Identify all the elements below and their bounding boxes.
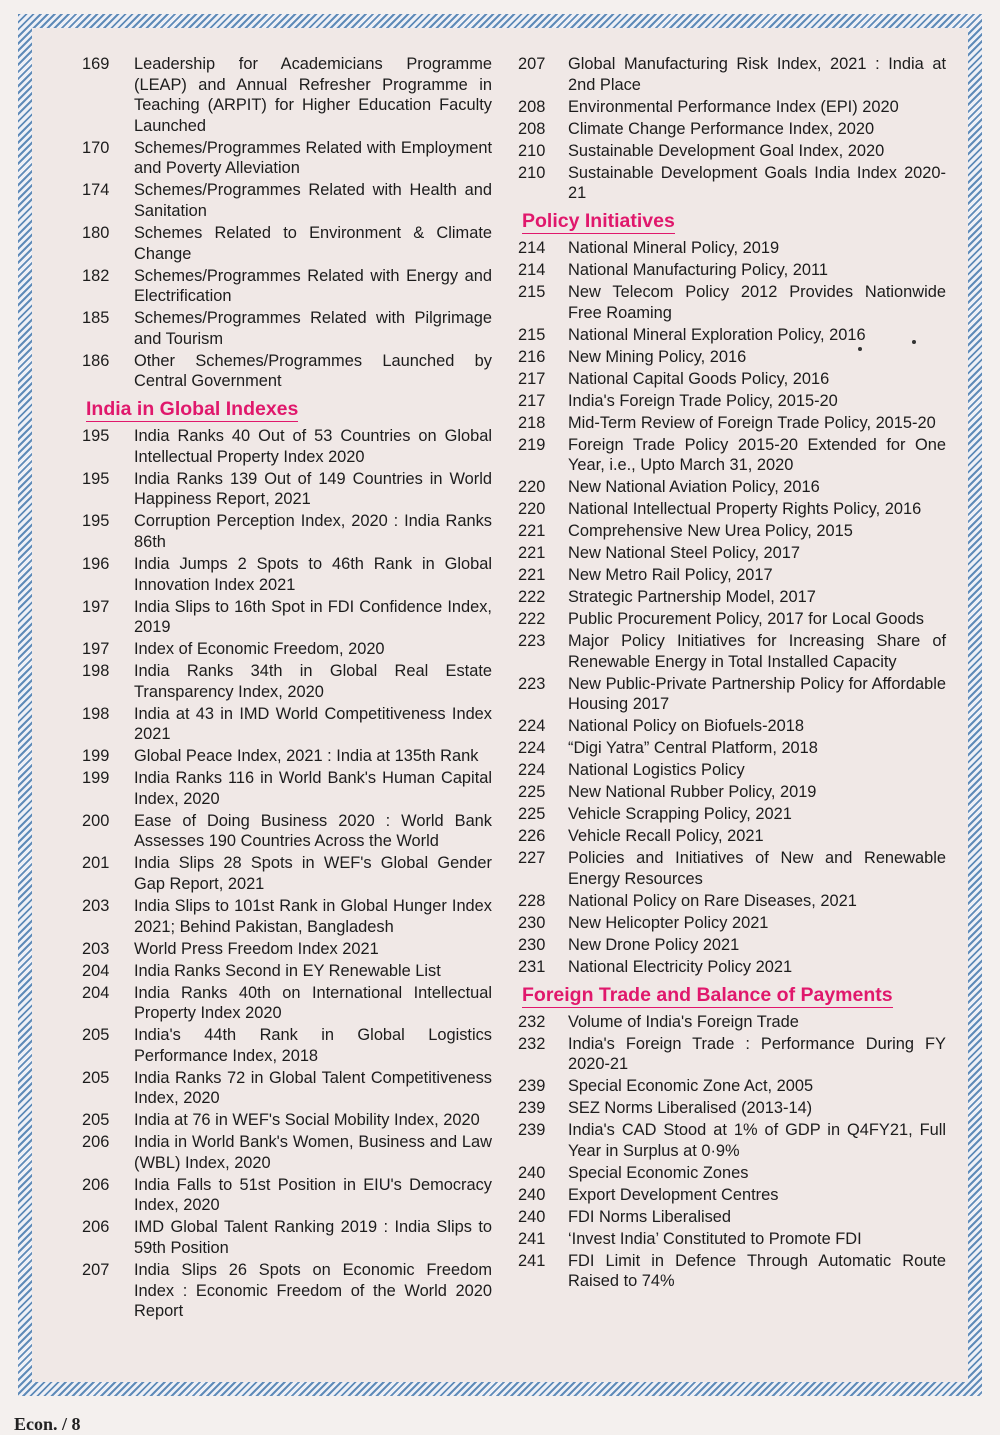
entry-title: Global Peace Index, 2021 : India at 135th Rank: [134, 747, 479, 766]
entry-title: New Public-Private Partnership Policy for Affordable Housing 2017: [568, 674, 946, 714]
toc-entry: [518, 1098, 946, 1119]
entry-title: Ease of Doing Business 2020 : World Bank Assesses 190 Countries Across the World: [134, 811, 492, 851]
toc-entry: [518, 760, 946, 781]
toc-entry: [518, 1012, 946, 1033]
page-number: 169: [82, 55, 110, 73]
toc-entry: [518, 1185, 946, 1206]
toc-entry: [82, 554, 492, 595]
entry-title: India Slips 26 Spots on Economic Freedom Index : Economic Freedom of the World 2020 Report: [134, 1260, 492, 1321]
page-number: 224: [518, 739, 546, 758]
entry-title: India Ranks 139 Out of 149 Countries in World Happiness Report, 2021: [134, 469, 492, 509]
page-number: 223: [518, 632, 546, 651]
page-number: 170: [82, 138, 110, 157]
toc-entry: [518, 913, 946, 934]
entry-title: Vehicle Scrapping Policy, 2021: [568, 805, 792, 824]
entry-title: New National Aviation Policy, 2016: [568, 478, 820, 497]
toc-entry: [82, 54, 492, 136]
toc-entry: [518, 238, 946, 259]
toc-entry: [518, 1229, 946, 1250]
page-number: 208: [518, 97, 546, 116]
toc-entry: [82, 1217, 492, 1258]
page-number: 232: [518, 1034, 546, 1053]
page-number: 217: [518, 369, 546, 388]
entry-title: National Manufacturing Policy, 2011: [568, 261, 828, 280]
toc-entry: [518, 97, 946, 118]
toc-entry: [82, 308, 492, 349]
entry-title: Policies and Initiatives of New and Renewable Energy Resources: [568, 849, 946, 888]
page-number: 225: [518, 805, 546, 824]
entry-title: National Mineral Exploration Policy, 2016: [568, 325, 866, 344]
page-number: 220: [518, 500, 546, 519]
page-number: 195: [82, 427, 110, 446]
page-number: 207: [82, 1260, 110, 1279]
page-number: 205: [82, 1026, 110, 1045]
entry-title: National Policy on Biofuels-2018: [568, 717, 804, 736]
entry-title: Strategic Partnership Model, 2017: [568, 588, 816, 607]
entry-title: India's Foreign Trade Policy, 2015-20: [568, 391, 838, 410]
page-number: 195: [82, 469, 110, 488]
toc-entry: [518, 891, 946, 912]
toc-entry: [82, 180, 492, 221]
entry-title: New National Steel Policy, 2017: [568, 544, 801, 563]
entry-title: Schemes/Programmes Related with Energy and Electrification: [134, 266, 492, 306]
toc-entry: [82, 223, 492, 264]
page-number: 221: [518, 522, 546, 541]
entry-title: National Intellectual Property Rights Policy, 2016: [568, 500, 922, 519]
toc-entry: [518, 1251, 946, 1292]
toc-entry: [518, 391, 946, 412]
toc-entry: [82, 597, 492, 638]
toc-entry: [82, 1025, 492, 1066]
toc-entry: [82, 266, 492, 307]
entry-title: New National Rubber Policy, 2019: [568, 783, 817, 802]
entry-title: New Helicopter Policy 2021: [568, 913, 769, 932]
toc-entry: [82, 511, 492, 552]
toc-entry: [518, 347, 946, 368]
toc-entry: [82, 896, 492, 937]
page-number: 205: [82, 1111, 110, 1130]
page-number: 241: [518, 1229, 546, 1248]
toc-entry: [82, 1132, 492, 1173]
toc-entry: [82, 661, 492, 702]
entry-title: World Press Freedom Index 2021: [134, 939, 379, 958]
page-number: 221: [518, 566, 546, 585]
toc-entry: [518, 674, 946, 715]
entry-title: Foreign Trade Policy 2015-20 Extended for One Year, i.e., Upto March 31, 2020: [568, 435, 946, 475]
page-number: 206: [82, 1133, 110, 1152]
toc-entry: [518, 435, 946, 476]
toc-entry: [82, 639, 492, 660]
page-number: 197: [82, 640, 110, 659]
entry-title: Mid-Term Review of Foreign Trade Policy, 2015-20: [568, 413, 936, 432]
entry-title: National Electricity Policy 2021: [568, 957, 793, 976]
entry-title: Global Manufacturing Risk Index, 2021 : India at 2nd Place: [568, 55, 946, 94]
toc-entry: [518, 1207, 946, 1228]
toc-entry: [518, 716, 946, 737]
entry-title: Volume of India's Foreign Trade: [568, 1012, 799, 1031]
toc-entry: [518, 499, 946, 520]
page-number: 201: [82, 854, 110, 873]
entry-title: National Mineral Policy, 2019: [568, 239, 780, 258]
page-number: 239: [518, 1077, 546, 1096]
entry-title: India Ranks 40th on International Intellectual Property Index 2020: [134, 983, 492, 1023]
toc-entry: [82, 469, 492, 510]
toc-entry: [518, 738, 946, 759]
toc-entry: [82, 746, 492, 767]
page-number: 221: [518, 544, 546, 563]
page-number: 210: [518, 141, 546, 160]
page-number: 207: [518, 55, 546, 73]
toc-entry: [518, 413, 946, 434]
toc-entry: [82, 704, 492, 745]
toc-entry: [518, 609, 946, 630]
entry-title: Special Economic Zone Act, 2005: [568, 1077, 814, 1096]
toc-entry: [518, 957, 946, 978]
page-number: 215: [518, 283, 546, 302]
toc-entry: [518, 477, 946, 498]
page-number: 195: [82, 512, 110, 531]
entry-title: Schemes/Programmes Related with Employment and Poverty Alleviation: [134, 138, 492, 178]
toc-entry: [518, 543, 946, 564]
page-number: 215: [518, 325, 546, 344]
entry-title: India's CAD Stood at 1% of GDP in Q4FY21, Full Year in Surplus at 0·9%: [568, 1121, 946, 1160]
page-number: 216: [518, 347, 546, 366]
entry-title: Schemes Related to Environment & Climate Change: [134, 223, 492, 263]
page-number: 196: [82, 554, 110, 573]
section-heading: Foreign Trade and Balance of Payments: [522, 983, 893, 1006]
entry-title: ‘Invest India’ Constituted to Promote FDI: [568, 1229, 862, 1248]
entry-title: India Ranks 116 in World Bank's Human Capital Index, 2020: [134, 769, 492, 808]
toc-entry: [518, 1034, 946, 1075]
entry-title: Environmental Performance Index (EPI) 2020: [568, 97, 899, 116]
entry-title: Public Procurement Policy, 2017 for Local Goods: [568, 610, 924, 629]
toc-entry: [82, 961, 492, 982]
toc-entry: [518, 282, 946, 323]
toc-entry: [518, 1076, 946, 1097]
entry-title: India Ranks 72 in Global Talent Competitiveness Index, 2020: [134, 1068, 492, 1108]
page-number: 206: [82, 1218, 110, 1237]
entry-title: Special Economic Zones: [568, 1163, 749, 1182]
entry-title: National Logistics Policy: [568, 761, 745, 780]
page-number: 220: [518, 478, 546, 497]
entry-title: India at 43 in IMD World Competitiveness Index 2021: [134, 704, 492, 744]
entry-title: Vehicle Recall Policy, 2021: [568, 827, 764, 846]
toc-entry: [82, 939, 492, 960]
page-number: 240: [518, 1207, 546, 1226]
page-number: 200: [82, 811, 110, 830]
page-number: 204: [82, 983, 110, 1002]
toc-entry: [82, 768, 492, 809]
entry-title: New Metro Rail Policy, 2017: [568, 566, 773, 585]
entry-title: Export Development Centres: [568, 1185, 779, 1204]
entry-title: IMD Global Talent Ranking 2019 : India Slips to 59th Position: [134, 1218, 492, 1257]
page-number: 198: [82, 662, 110, 681]
entry-title: India's 44th Rank in Global Logistics Performance Index, 2018: [134, 1026, 492, 1065]
toc-entry: [82, 853, 492, 894]
entry-title: Leadership for Academicians Programme (LEAP) and Annual Refresher Programme in Teaching (ARPIT) for Higher Education Faculty Launched: [134, 55, 492, 135]
page-number: 198: [82, 704, 110, 723]
entry-title: Other Schemes/Programmes Launched by Central Government: [134, 351, 492, 391]
toc-entry: [518, 521, 946, 542]
entry-title: India Jumps 2 Spots to 46th Rank in Global Innovation Index 2021: [134, 554, 492, 594]
page-number: 214: [518, 239, 546, 258]
page-number: 223: [518, 674, 546, 693]
entry-title: Major Policy Initiatives for Increasing Share of Renewable Energy in Total Installed Capacity: [568, 632, 946, 671]
toc-entry: [82, 1110, 492, 1131]
page-number: 185: [82, 309, 110, 328]
page-footer: Econ. / 8: [14, 1414, 81, 1434]
entry-title: Comprehensive New Urea Policy, 2015: [568, 522, 853, 541]
page-number: 222: [518, 610, 546, 629]
entry-title: FDI Limit in Defence Through Automatic Route Raised to 74%: [568, 1251, 946, 1291]
entry-title: Climate Change Performance Index, 2020: [568, 119, 875, 138]
page-number: 227: [518, 849, 546, 868]
right-column: [518, 54, 946, 1293]
toc-entry: [518, 804, 946, 825]
entry-title: “Digi Yatra” Central Platform, 2018: [568, 739, 818, 758]
page-number: 197: [82, 597, 110, 616]
entry-title: India Ranks 40 Out of 53 Countries on Global Intellectual Property Index 2020: [134, 427, 492, 466]
page-number: 214: [518, 261, 546, 280]
page-number: 240: [518, 1163, 546, 1182]
toc-entry: [82, 1068, 492, 1109]
toc-entry: [82, 138, 492, 179]
page-number: 230: [518, 935, 546, 954]
entry-title: Sustainable Development Goals India Index 2020-21: [568, 163, 946, 203]
page-number: 208: [518, 119, 546, 138]
entry-title: New Drone Policy 2021: [568, 935, 740, 954]
toc-entry: [82, 811, 492, 852]
entry-title: India Slips to 101st Rank in Global Hunger Index 2021; Behind Pakistan, Bangladesh: [134, 896, 492, 936]
page-number: 226: [518, 827, 546, 846]
entry-title: New Telecom Policy 2012 Provides Nationwide Free Roaming: [568, 283, 946, 322]
entry-title: India's Foreign Trade : Performance During FY 2020-21: [568, 1034, 946, 1074]
page-number: 205: [82, 1068, 110, 1087]
toc-entry: [518, 260, 946, 281]
page-number: 203: [82, 939, 110, 958]
print-speck: [858, 347, 862, 351]
left-column: [82, 54, 492, 1323]
toc-entry: [518, 587, 946, 608]
page-number: 239: [518, 1121, 546, 1140]
entry-title: Corruption Perception Index, 2020 : India Ranks 86th: [134, 512, 492, 551]
page-number: 199: [82, 747, 110, 766]
toc-entry: [518, 1163, 946, 1184]
page-number: 186: [82, 351, 110, 370]
page-number: 206: [82, 1175, 110, 1194]
toc-entry: [518, 325, 946, 346]
page-number: 203: [82, 896, 110, 915]
entry-title: Sustainable Development Goal Index, 2020: [568, 141, 885, 160]
page-number: 230: [518, 913, 546, 932]
page-number: 231: [518, 957, 546, 976]
page-number: 222: [518, 588, 546, 607]
entry-title: India Slips to 16th Spot in FDI Confidence Index, 2019: [134, 597, 492, 637]
toc-entry: [518, 163, 946, 204]
page-number: 174: [82, 181, 110, 200]
toc-entry: [82, 426, 492, 467]
page-number: 218: [518, 413, 546, 432]
entry-title: India at 76 in WEF's Social Mobility Index, 2020: [134, 1111, 480, 1130]
page-number: 210: [518, 163, 546, 182]
entry-title: India Falls to 51st Position in EIU's Democracy Index, 2020: [134, 1175, 492, 1215]
page-number: 180: [82, 223, 110, 242]
page-number: 199: [82, 769, 110, 788]
entry-title: New Mining Policy, 2016: [568, 347, 747, 366]
entry-title: SEZ Norms Liberalised (2013-14): [568, 1099, 813, 1118]
entry-title: Index of Economic Freedom, 2020: [134, 640, 385, 659]
entry-title: FDI Norms Liberalised: [568, 1207, 732, 1226]
entry-title: Schemes/Programmes Related with Pilgrimage and Tourism: [134, 309, 492, 348]
entry-title: India in World Bank's Women, Business and Law (WBL) Index, 2020: [134, 1133, 492, 1172]
page-number: 240: [518, 1185, 546, 1204]
page-number: 232: [518, 1012, 546, 1031]
toc-entry: [82, 983, 492, 1024]
section-heading: Policy Initiatives: [522, 210, 675, 233]
entry-title: India Ranks 34th in Global Real Estate Transparency Index, 2020: [134, 662, 492, 701]
entry-title: India Ranks Second in EY Renewable List: [134, 961, 441, 980]
toc-entry: [518, 119, 946, 140]
toc-entry: [518, 631, 946, 672]
section-heading: India in Global Indexes: [86, 398, 299, 421]
toc-entry: [518, 848, 946, 889]
toc-entry: [518, 782, 946, 803]
toc-entry: [518, 826, 946, 847]
toc-entry: [518, 54, 946, 95]
page-number: 182: [82, 266, 110, 285]
page-number: 228: [518, 891, 546, 910]
toc-entry: [518, 935, 946, 956]
toc-entry: [518, 565, 946, 586]
page-number: 219: [518, 435, 546, 454]
toc-entry: [518, 369, 946, 390]
toc-entry: [82, 1175, 492, 1216]
page-number: 241: [518, 1251, 546, 1270]
entry-title: Schemes/Programmes Related with Health and Sanitation: [134, 181, 492, 220]
page-number: 224: [518, 761, 546, 780]
entry-title: National Capital Goods Policy, 2016: [568, 369, 830, 388]
entry-title: India Slips 28 Spots in WEF's Global Gender Gap Report, 2021: [134, 854, 492, 893]
toc-entry: [518, 1120, 946, 1161]
toc-entry: [82, 351, 492, 392]
page-number: 204: [82, 961, 110, 980]
page-number: 224: [518, 717, 546, 736]
toc-entry: [518, 141, 946, 162]
page-number: 239: [518, 1099, 546, 1118]
print-speck: [912, 340, 916, 344]
page-number: 225: [518, 783, 546, 802]
toc-entry: [82, 1260, 492, 1322]
page-number: 217: [518, 391, 546, 410]
entry-title: National Policy on Rare Diseases, 2021: [568, 891, 857, 910]
